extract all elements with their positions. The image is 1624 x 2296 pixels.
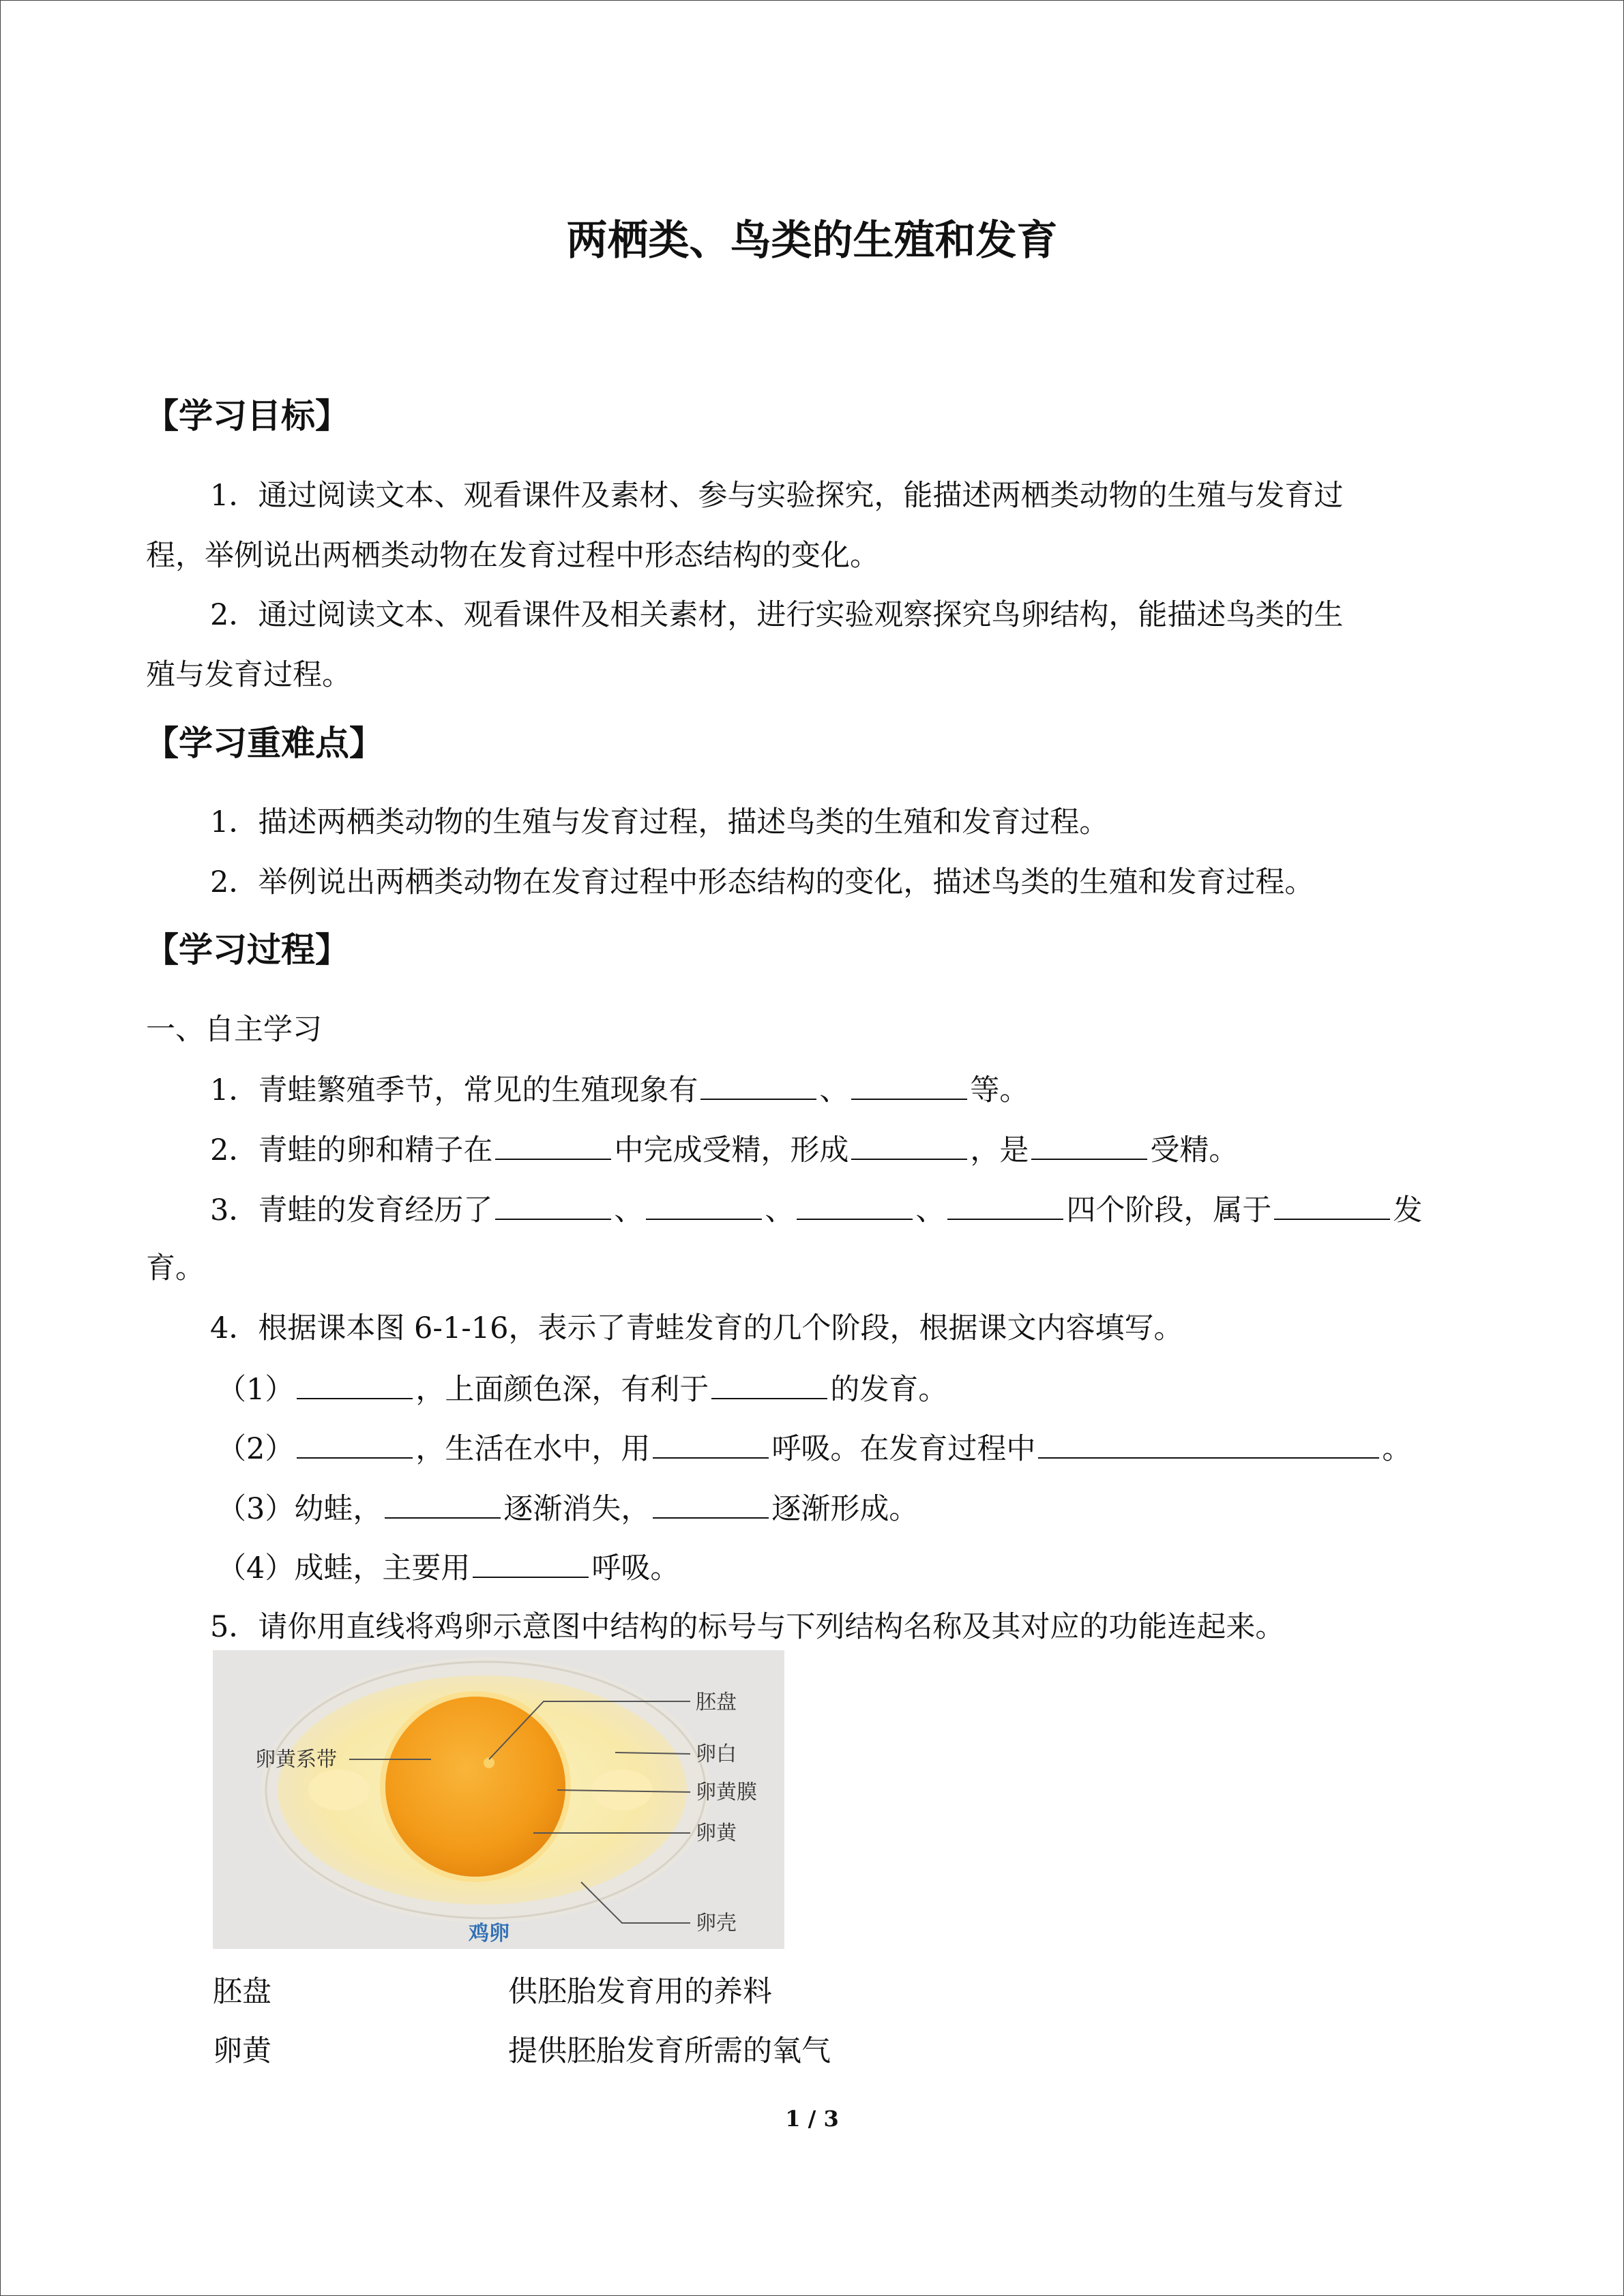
blank-field[interactable] [797,1189,913,1220]
match-function-1: 供胚胎发育用的养料 [508,1975,772,2009]
page-number: 1 / 3 [785,2106,839,2132]
key-point-line-2: 2．举例说出两栖类动物在发育过程中形态结构的变化，描述鸟类的生殖和发育过程。 [210,865,1314,899]
objective-line-4: 殖与发育过程。 [146,658,351,692]
objective-line-3: 2．通过阅读文本、观看课件及相关素材，进行实验观察探究鸟卵结构，能描述鸟类的生 [210,598,1344,632]
question-5-intro: 5．请你用直线将鸡卵示意图中结构的标号与下列结构名称及其对应的功能连起来。 [210,1610,1285,1644]
match-name-2: 卵黄 [213,2034,271,2068]
blank-field[interactable] [473,1547,589,1578]
process-heading: 【学习过程】 [145,930,349,970]
figure-caption: 鸡卵 [469,1922,510,1945]
label-albumen: 卵白 [696,1742,737,1766]
blank-field[interactable] [1031,1129,1147,1160]
process-subheading: 一、自主学习 [146,1013,322,1047]
match-name-1: 胚盘 [213,1975,271,2009]
label-chalaza: 卵黄系带 [255,1748,337,1772]
blank-field[interactable] [646,1189,762,1220]
question-4-2: （2） ，生活在水中，用 呼吸。在发育过程中 。 [217,1427,1411,1470]
question-4-intro: 4．根据课本图 6-1-16，表示了青蛙发育的几个阶段，根据课文内容填写。 [210,1311,1183,1345]
chicken-egg-figure [213,1650,784,1949]
question-3-continuation: 育。 [146,1251,205,1285]
objective-line-2: 程，举例说出两栖类动物在发育过程中形态结构的变化。 [146,539,879,573]
objectives-heading: 【学习目标】 [145,396,349,436]
question-4-3: （3）幼蛙， 逐渐消失， 逐渐形成。 [217,1487,918,1530]
chicken-egg-diagram [213,1650,784,1949]
blank-field[interactable] [495,1129,611,1160]
label-germinal-disc: 胚盘 [696,1690,737,1714]
label-yolk-membrane: 卵黄膜 [696,1780,757,1804]
blank-field[interactable] [495,1189,611,1220]
question-4-4: （4）成蛙，主要用 呼吸。 [217,1547,679,1589]
question-2: 2．青蛙的卵和精子在 中完成受精，形成 ，是 受精。 [210,1129,1238,1171]
blank-field[interactable] [851,1069,967,1100]
yolk [385,1697,565,1877]
blank-field[interactable] [1038,1427,1379,1459]
blank-field[interactable] [711,1368,827,1399]
blank-field[interactable] [297,1427,413,1459]
key-points-heading: 【学习重难点】 [145,724,383,763]
page-title: 两栖类、鸟类的生殖和发育 [566,217,1058,265]
key-point-line-1: 1．描述两栖类动物的生殖与发育过程，描述鸟类的生殖和发育过程。 [210,805,1109,839]
blank-field[interactable] [851,1129,967,1160]
blank-field[interactable] [385,1487,501,1519]
blank-field[interactable] [653,1487,769,1519]
question-4-1: （1） ，上面颜色深，有利于 的发育。 [217,1368,947,1410]
match-function-2: 提供胚胎发育所需的氧气 [508,2034,831,2068]
chalaza-left [308,1770,370,1810]
question-3: 3．青蛙的发育经历了 、 、 、 四个阶段，属于 发 [210,1189,1422,1231]
blank-field[interactable] [1274,1189,1390,1220]
question-1: 1．青蛙繁殖季节，常见的生殖现象有 、 等。 [210,1069,1029,1111]
blank-field[interactable] [700,1069,816,1100]
label-shell: 卵壳 [696,1911,737,1935]
blank-field[interactable] [653,1427,769,1459]
label-yolk: 卵黄 [696,1821,737,1845]
blank-field[interactable] [947,1189,1063,1220]
objective-line-1: 1．通过阅读文本、观看课件及素材、参与实验探究，能描述两栖类动物的生殖与发育过 [210,479,1344,513]
blank-field[interactable] [297,1368,413,1399]
